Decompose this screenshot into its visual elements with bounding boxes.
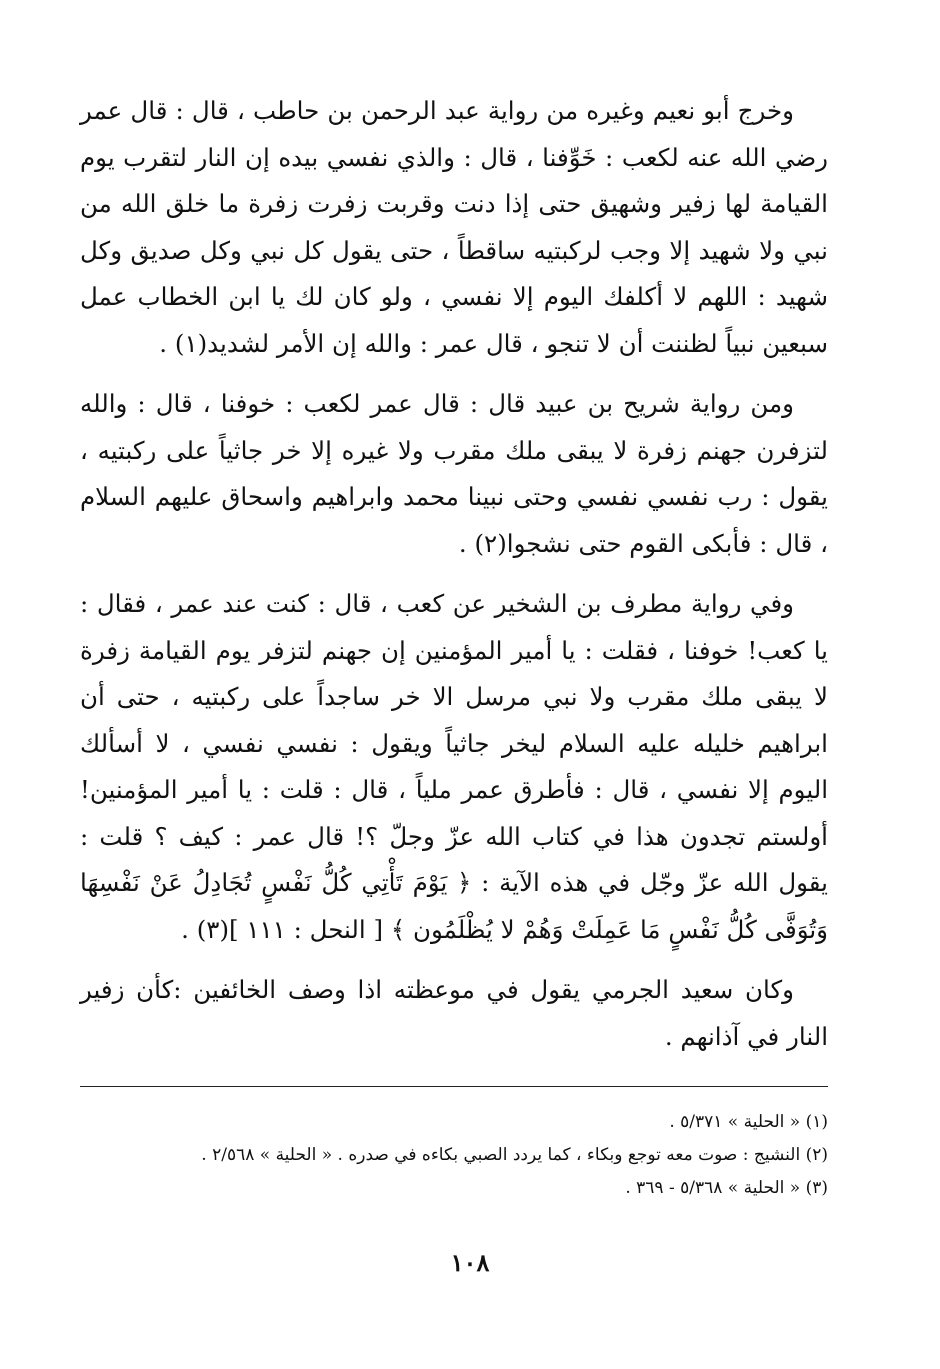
footnote-1: (١) « الحلية » ٥/٣٧١ . <box>669 1112 828 1132</box>
footnotes <box>80 1106 828 1205</box>
page-number: ١٠٨ <box>450 1248 490 1277</box>
paragraph-2: ومن رواية شريح بن عبيد قال : قال عمر لكعب : خوفنا ، قال : والله لتزفرن جهنم زفرة لا يبقى ملك مقرب ولا غيره إلا خر جاثياً على ركبتيه ، يقول : رب نفسي نفسي وحتى نبينا محمد وابراهيم واسحاق عليهم السلام ، قال : فأبكى القوم حتى نشجوا(٢) . <box>80 389 828 558</box>
paragraph-1: وخرج أبو نعيم وغيره من رواية عبد الرحمن بن حاطب ، قال : قال عمر رضي الله عنه لكعب : خَوِّفنا ، قال : والذي نفسي بيده إن النار لتقرب يوم القيامة لها زفير وشهيق حتى إذا دنت وقربت زفرت زفرة ما خلق الله من نبي ولا شهيد إلا وجب لركبتيه ساقطاً ، حتى يقول كل نبي وكل صديق وكل شهيد : اللهم لا أكلفك اليوم إلا نفسي ، ولو كان لك يا ابن الخطاب عمل سبعين نبياً لظننت أن لا تنجو ، قال عمر : والله إن الأمر لشديد(١) . <box>80 96 828 358</box>
paragraph-4: وكان سعيد الجرمي يقول في موعظته اذا وصف الخائفين :كأن زفير النار في آذانهم . <box>80 975 828 1051</box>
footnote-2: (٢) النشيج : صوت معه توجع وبكاء ، كما يردد الصبي بكاءه في صدره . « الحلية » ٢/٥٦٨ . <box>201 1145 828 1165</box>
footnote-3: (٣) « الحلية » ٥/٣٦٨ - ٣٦٩ . <box>625 1178 828 1198</box>
main-text <box>80 88 828 1074</box>
paragraph-3: وفي رواية مطرف بن الشخير عن كعب ، قال : كنت عند عمر ، فقال : يا كعب! خوفنا ، فقلت : يا أمير المؤمنين إن جهنم لتزفر يوم القيامة زفرة لا يبقى ملك مقرب ولا نبي مرسل الا خر ساجداً على ركبتيه ، حتى أن ابراهيم خليله عليه السلام ليخر جاثياً ويقول : نفسي نفسي ، لا أسألك اليوم إلا نفسي ، قال : فأطرق عمر ملياً ، قال : قلت : يا أمير المؤمنين! أولستم تجدون هذا في كتاب الله عزّ وجلّ ؟! قال عمر : كيف ؟ قلت : يقول الله عزّ وجّل في هذه الآية : ﴿ يَوْمَ تَأْتِي كُلُّ نَفْسٍ تُجَادِلُ عَنْ نَفْسِهَا وَتُوَفَّى كُلُّ نَفْسٍ مَا عَمِلَتْ وَهُمْ لا يُظْلَمُون ﴾ [ النحل : ١١١ ](٣) . <box>80 589 828 944</box>
footnote-divider <box>80 1086 828 1087</box>
